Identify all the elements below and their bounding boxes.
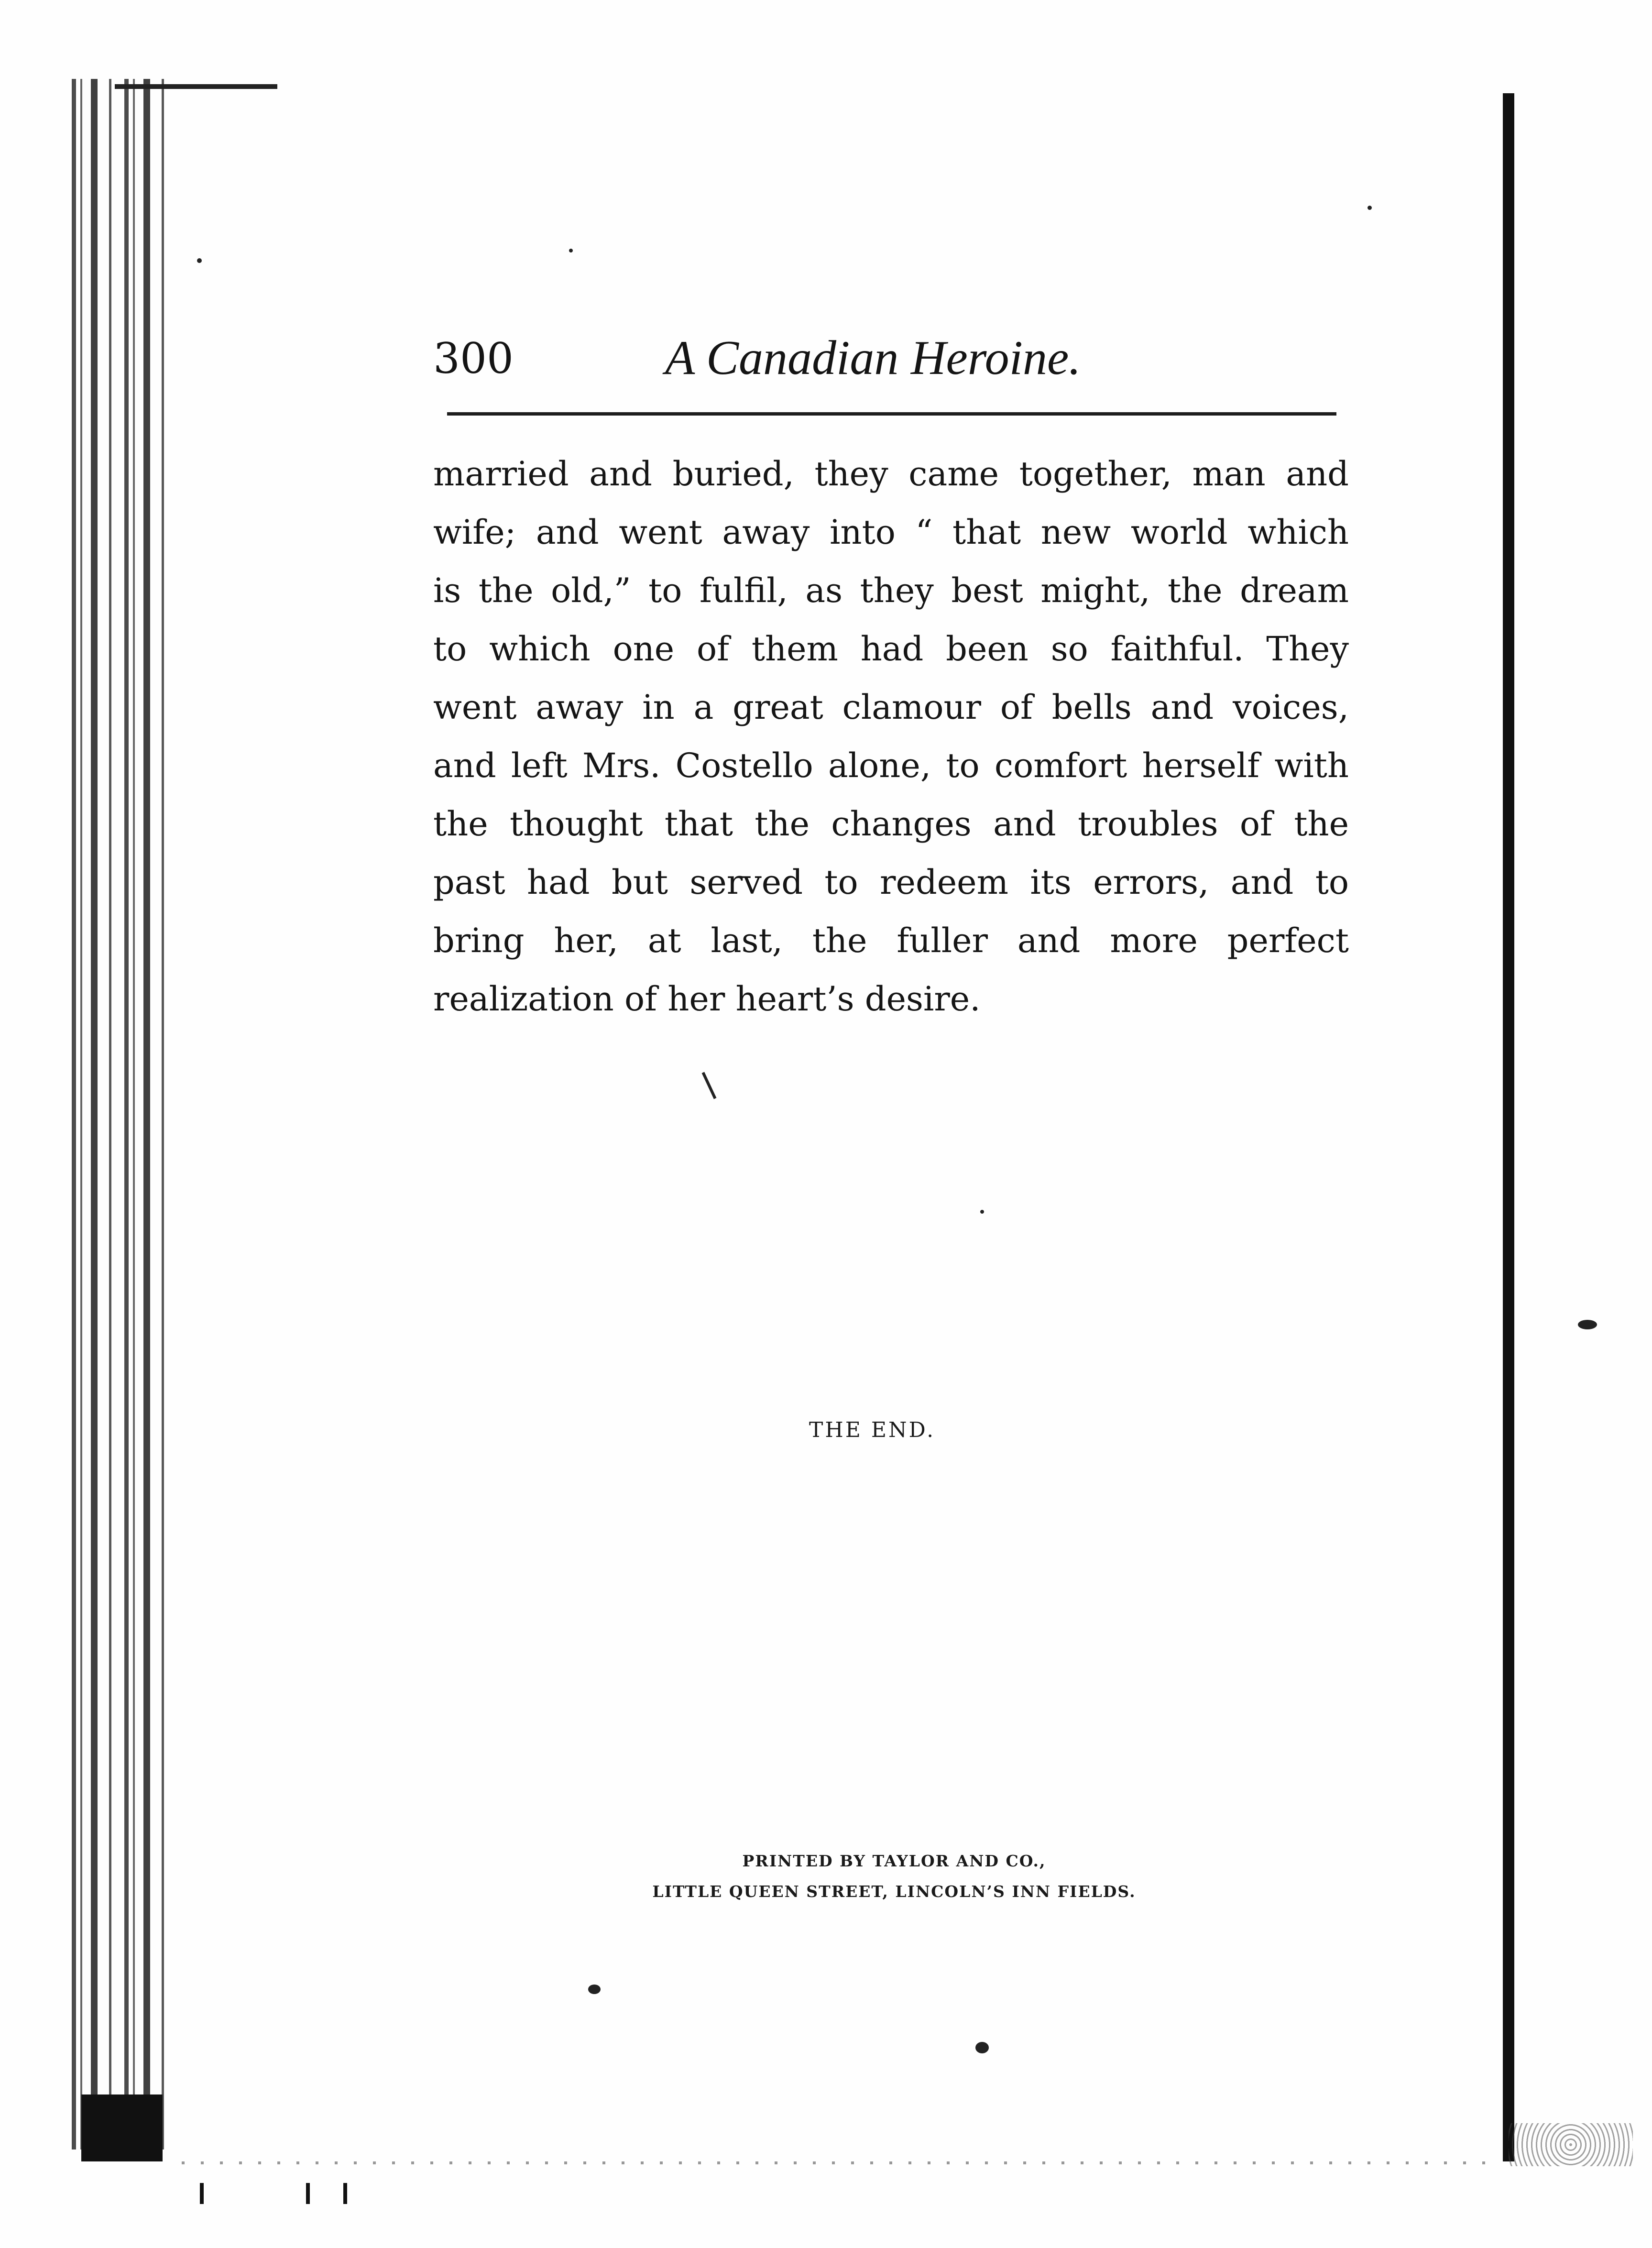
page-number: 300 <box>433 334 514 383</box>
text-line: married and buried, they came together, man and <box>433 454 1349 493</box>
right-edge-artifact <box>1503 93 1514 2161</box>
speck <box>1368 206 1372 210</box>
bottom-tick-artifact <box>200 2183 204 2204</box>
bottom-tick-artifact <box>343 2183 347 2204</box>
printer-imprint <box>612 1846 1176 1907</box>
speck <box>197 258 202 263</box>
header-rule <box>447 412 1336 416</box>
top-edge-artifact <box>115 84 277 89</box>
body-paragraph <box>433 445 1349 1028</box>
speck <box>702 1072 717 1099</box>
imprint-line-2: LITTLE QUEEN STREET, LINCOLN’S INN FIELDS. <box>652 1882 1136 1901</box>
text-line: is the old,” to fulfil, as they best might, the dream <box>433 571 1349 610</box>
binding-edge-artifact <box>72 79 172 2149</box>
speck <box>1578 1320 1597 1329</box>
text-line: wife; and went away into “ that new world which <box>433 513 1349 552</box>
speck <box>588 1985 601 1994</box>
speck <box>975 2042 989 2053</box>
text-line: realization of her heart’s desire. <box>433 979 981 1019</box>
speck <box>980 1210 984 1214</box>
bottom-edge-artifact <box>182 2161 1501 2164</box>
bottom-tick-artifact <box>306 2183 310 2204</box>
speck <box>569 249 573 252</box>
text-line: went away in a great clamour of bells and voices, <box>433 688 1349 727</box>
text-line: past had but served to redeem its errors, and to <box>433 863 1349 902</box>
binding-shadow-artifact <box>81 2094 163 2161</box>
text-line: to which one of them had been so faithful. They <box>433 629 1349 669</box>
text-line: the thought that the changes and troubles of the <box>433 804 1349 844</box>
text-line: bring her, at last, the fuller and more perfect <box>433 921 1349 960</box>
running-head-title: A Canadian Heroine. <box>665 331 1081 385</box>
corner-stain-artifact <box>1509 2123 1633 2166</box>
running-head <box>433 330 1353 392</box>
imprint-line-1: PRINTED BY TAYLOR AND CO., <box>742 1852 1046 1870</box>
text-line: and left Mrs. Costello alone, to comfort herself with <box>433 746 1349 785</box>
the-end-label: THE END. <box>809 1418 936 1442</box>
